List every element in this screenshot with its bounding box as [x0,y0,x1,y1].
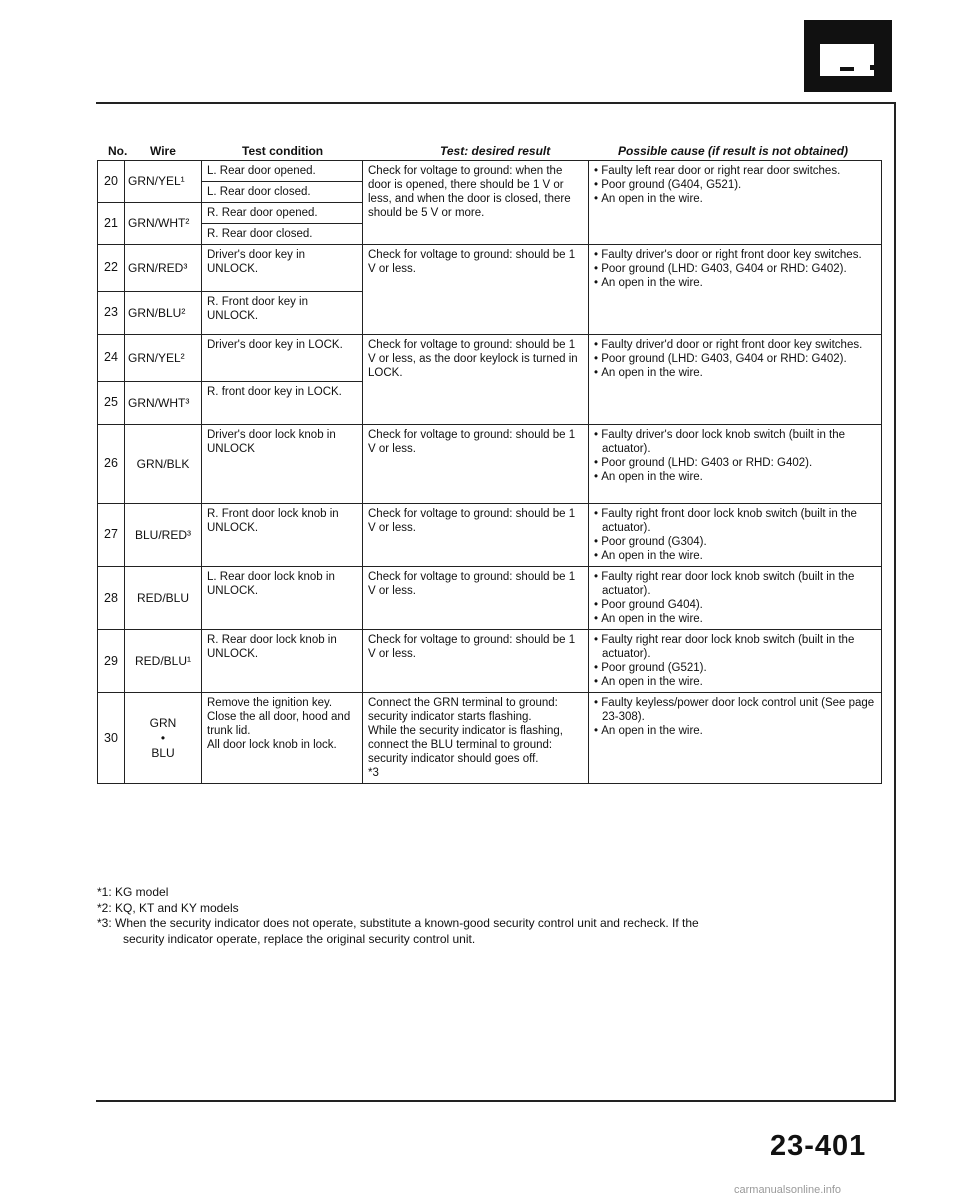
cause-item: • Poor ground G404). [594,598,876,612]
cause-item: • Faulty driver'd door or right front door key switches. [594,338,876,352]
test-condition [202,693,363,784]
cause-item: • An open in the wire. [594,366,876,380]
cause-item: • Faulty right rear door lock knob switch (built in the actuator). [594,570,876,598]
test-condition: L. Rear door closed. [202,182,363,203]
cause-item: • An open in the wire. [594,724,876,738]
cause-item: • Faulty keyless/power door lock control unit (See page 23-308). [594,696,876,724]
wire-color: GRN/BLK [125,425,202,504]
row-number: 24 [98,335,125,382]
page-number: 23-401 [770,1130,867,1162]
wire-color: GRN/YEL¹ [125,161,202,203]
desired-result: Check for voltage to ground: should be 1 V or less. [363,504,589,567]
possible-cause [589,161,882,245]
table-row [98,630,882,693]
footnote-3-continued: security indicator operate, replace the original security control unit. [123,931,476,946]
cause-item: • Poor ground (LHD: G403 or RHD: G402). [594,456,876,470]
test-condition: Driver's door lock knob in UNLOCK [202,425,363,504]
wire-color: BLU/RED³ [125,504,202,567]
row-number: 23 [98,292,125,335]
battery-icon [804,20,892,92]
row-number: 30 [98,693,125,784]
test-condition: R. Rear door closed. [202,224,363,245]
cause-item: • Poor ground (G304). [594,535,876,549]
wire-color: GRN/WHT³ [125,382,202,425]
cause-item: • Faulty driver's door or right front door key switches. [594,248,876,262]
test-condition: R. Rear door opened. [202,203,363,224]
desired-result: Check for voltage to ground: should be 1 V or less. [363,425,589,504]
wire-connector-dot: • [160,730,166,745]
test-condition-text: Remove the ignition key. Close the all door, hood and trunk lid. All door lock knob in lock. [207,697,351,752]
wire-color-blu: BLU [151,745,175,760]
wire-color-grn: GRN [149,716,177,731]
right-margin-line [894,102,896,1102]
cause-item: • An open in the wire. [594,612,876,626]
cause-item: • Faulty right front door lock knob switch (built in the actuator). [594,507,876,535]
row-number: 21 [98,203,125,245]
wire-color: GRN/BLU² [125,292,202,335]
footnotes [97,885,887,947]
desired-result: Check for voltage to ground: should be 1 V or less, as the door keylock is turned in LOCK. [363,335,589,425]
wire-color [125,693,202,784]
cause-item: • An open in the wire. [594,470,876,484]
desired-result: Check for voltage to ground: should be 1 V or less. [363,630,589,693]
table-row [98,693,882,784]
table-row [98,504,882,567]
test-condition: R. Rear door lock knob in UNLOCK. [202,630,363,693]
wire-color: GRN/WHT² [125,203,202,245]
top-rule [96,102,896,104]
watermark: carmanualsonline.info [734,1184,842,1196]
row-number: 20 [98,161,125,203]
header-test-condition: Test condition [242,144,324,158]
possible-cause [589,567,882,630]
wire-color: GRN/RED³ [125,245,202,292]
cause-item: • Poor ground (LHD: G403, G404 or RHD: G402). [594,352,876,366]
test-condition: R. Front door key in UNLOCK. [202,292,363,335]
footnote-3: *3: When the security indicator does not operate, substitute a known-good security control unit and recheck. If the [97,916,699,931]
cause-item: • Faulty right rear door lock knob switch (built in the actuator). [594,633,876,661]
desired-result: Check for voltage to ground: when the door is opened, there should be 1 V or less, and when the door is closed, there should be 5 V or more. [363,161,589,245]
row-number: 27 [98,504,125,567]
row-number: 25 [98,382,125,425]
wire-color: GRN/YEL² [125,335,202,382]
possible-cause [589,335,882,425]
test-condition: L. Rear door lock knob in UNLOCK. [202,567,363,630]
possible-cause [589,245,882,335]
table-row [98,567,882,630]
row-number: 26 [98,425,125,504]
desired-result-text: Connect the GRN terminal to ground: security indicator starts flashing. While the security indicator is flashing, connect the BLU terminal to ground: security indicator should goes off. [368,697,563,766]
table-row [98,335,882,382]
header-desired-result: Test: desired result [440,144,551,158]
possible-cause [589,630,882,693]
cause-item: • An open in the wire. [594,549,876,563]
bottom-rule [96,1100,896,1102]
desired-result: Check for voltage to ground: should be 1 V or less. [363,245,589,335]
cause-item: • An open in the wire. [594,276,876,290]
possible-cause [589,504,882,567]
possible-cause [589,425,882,504]
cause-item: • Poor ground (LHD: G403, G404 or RHD: G402). [594,262,876,276]
table-row [98,161,882,182]
table-row [98,245,882,292]
test-condition: Driver's door key in UNLOCK. [202,245,363,292]
test-condition: R. Front door lock knob in UNLOCK. [202,504,363,567]
desired-result [363,693,589,784]
header-no: No. [108,144,128,158]
footnote-ref: *3 [368,767,379,780]
cause-item: • An open in the wire. [594,192,876,206]
test-condition: R. front door key in LOCK. [202,382,363,425]
cause-item: • Poor ground (G404, G521). [594,178,876,192]
test-condition: L. Rear door opened. [202,161,363,182]
diagnosis-table [97,160,882,784]
footnote-2: *2: KQ, KT and KY models [97,900,239,915]
header-possible-cause: Possible cause (if result is not obtained) [618,144,849,158]
cause-item: • Faulty driver's door lock knob switch (built in the actuator). [594,428,876,456]
cause-item: • An open in the wire. [594,675,876,689]
wire-color: RED/BLU¹ [125,630,202,693]
table-row [98,425,882,504]
cause-item: • Poor ground (G521). [594,661,876,675]
row-number: 29 [98,630,125,693]
desired-result: Check for voltage to ground: should be 1 V or less. [363,567,589,630]
header-wire: Wire [150,144,176,158]
row-number: 28 [98,567,125,630]
footnote-1: *1: KG model [97,885,169,899]
test-condition: Driver's door key in LOCK. [202,335,363,382]
wire-color: RED/BLU [125,567,202,630]
cause-item: • Faulty left rear door or right rear door switches. [594,164,876,178]
row-number: 22 [98,245,125,292]
possible-cause [589,693,882,784]
